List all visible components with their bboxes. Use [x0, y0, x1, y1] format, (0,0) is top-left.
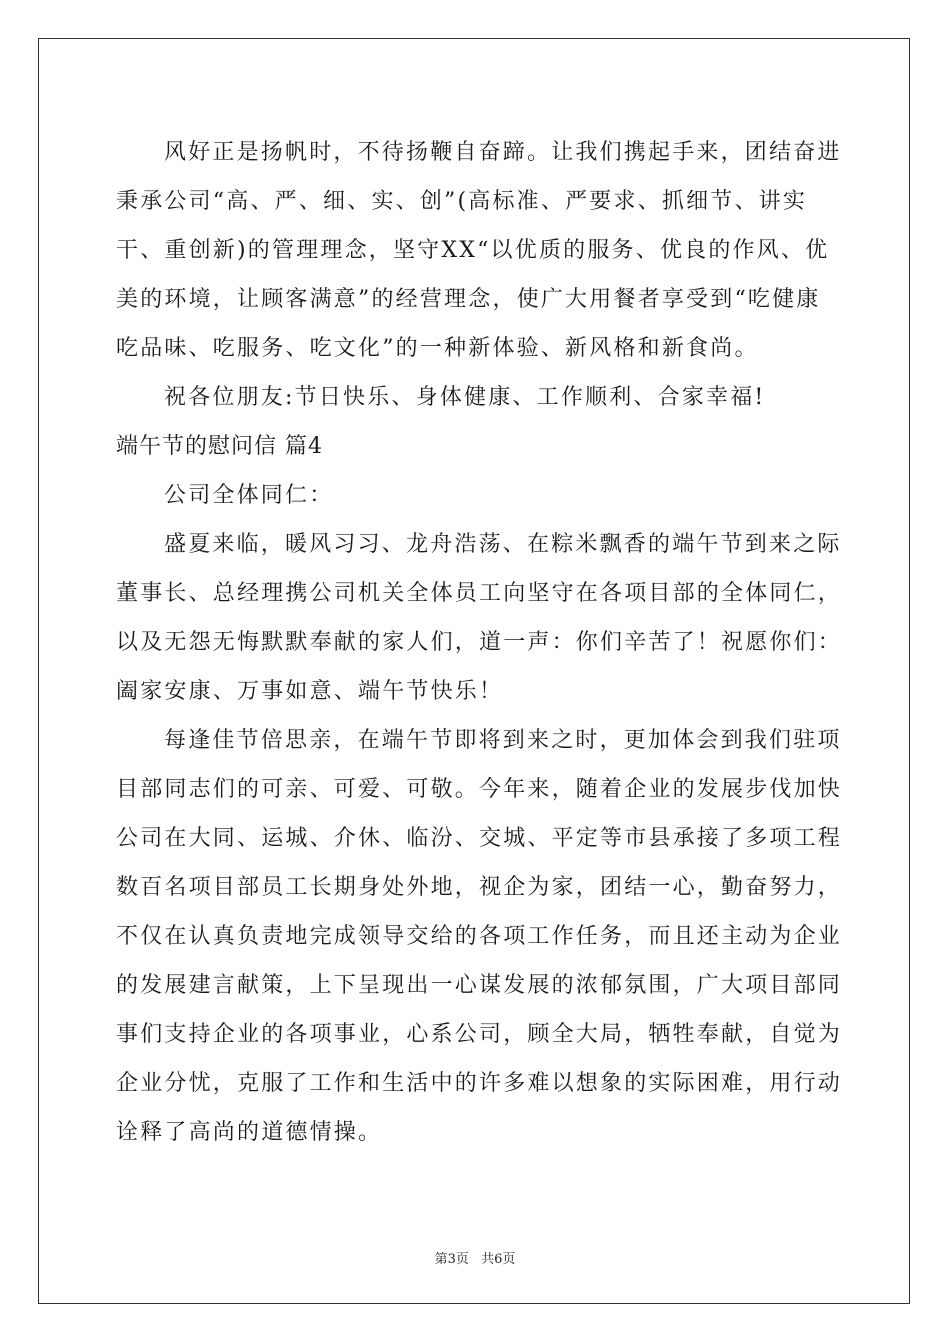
text-line: 公司全体同仁： — [164, 483, 334, 508]
text-line: 公司在大同、运城、介休、临汾、交城、平定等市县承接了多项工程 — [116, 826, 843, 851]
paragraph — [116, 373, 836, 422]
text-line: 干、重创新)的管理理念，坚守XX“以优质的服务、优良的作风、优 — [116, 238, 830, 263]
text-line: 董事长、总经理携公司机关全体员工向坚守在各项目部的全体同仁， — [116, 581, 843, 606]
paragraph — [116, 520, 843, 716]
document-body — [116, 128, 843, 1157]
text-line: 秉承公司“高、严、细、实、创”(高标准、严要求、抓细节、讲实 — [116, 189, 808, 214]
paragraph — [116, 716, 843, 1157]
text-line: 风好正是扬帆时，不待扬鞭自奋蹄。让我们携起手来，团结奋进 — [164, 140, 842, 165]
page-number: 第3页 — [434, 1252, 469, 1267]
section-heading — [116, 422, 836, 471]
text-line: 不仅在认真负责地完成领导交给的各项工作任务，而且还主动为企业 — [116, 924, 843, 949]
text-line: 美的环境，让顾客满意”的经营理念，使广大用餐者享受到“吃健康 — [116, 287, 821, 312]
text-line: 盛夏来临，暖风习习、龙舟浩荡、在粽米飘香的端午节到来之际 — [164, 532, 842, 557]
page-footer — [0, 1248, 950, 1267]
page-total: 共6页 — [481, 1252, 516, 1267]
text-line: 以及无怨无悔默默奉献的家人们，道一声：你们辛苦了！祝愿你们： — [116, 630, 843, 655]
text-line: 吃品味、吃服务、吃文化”的一种新体验、新风格和新食尚。 — [116, 336, 759, 361]
paragraph — [116, 471, 836, 520]
text-line: 企业分忧，克服了工作和生活中的许多难以想象的实际困难，用行动 — [116, 1071, 843, 1096]
heading-text: 端午节的慰问信 篇4 — [116, 434, 323, 459]
text-line: 每逢佳节倍思亲，在端午节即将到来之时，更加体会到我们驻项 — [164, 728, 842, 753]
text-line: 事们支持企业的各项事业，心系公司，顾全大局，牺牲奉献，自觉为 — [116, 1022, 843, 1047]
text-line: 祝各位朋友:节日快乐、身体健康、工作顺利、合家幸福! — [164, 385, 766, 410]
paragraph — [116, 128, 842, 373]
text-line: 的发展建言献策，上下呈现出一心谋发展的浓郁氛围，广大项目部同 — [116, 973, 843, 998]
text-line: 阖家安康、万事如意、端午节快乐！ — [116, 679, 504, 704]
text-line: 目部同志们的可亲、可爱、可敬。今年来，随着企业的发展步伐加快 — [116, 777, 843, 802]
text-line: 诠释了高尚的道德情操。 — [116, 1120, 383, 1145]
text-line: 数百名项目部员工长期身处外地，视企为家，团结一心，勤奋努力， — [116, 875, 843, 900]
